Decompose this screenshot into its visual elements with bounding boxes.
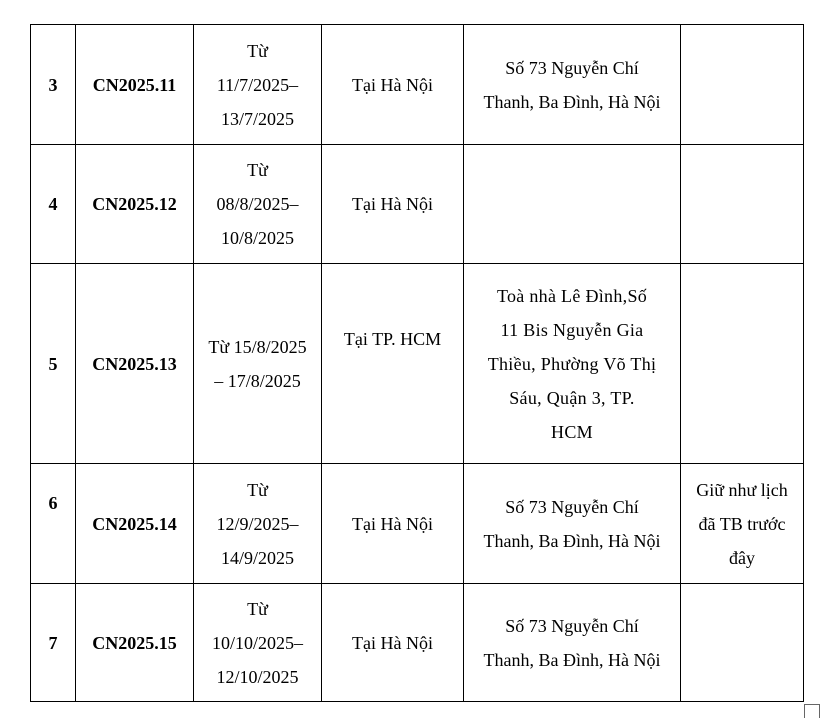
venue-address: Số 73 Nguyễn Chí Thanh, Ba Đình, Hà Nội [464, 584, 681, 702]
venue-address [464, 145, 681, 264]
venue-address: Toà nhà Lê Đình,Số 11 Bis Nguyễn Gia Thiều, Phường Võ Thị Sáu, Quận 3, TP. HCM [464, 264, 681, 464]
venue-city: Tại Hà Nội [322, 584, 464, 702]
course-code: CN2025.11 [76, 25, 194, 145]
venue-address: Số 73 Nguyễn Chí Thanh, Ba Đình, Hà Nội [464, 464, 681, 584]
table-row [31, 464, 804, 584]
row-number: 4 [31, 145, 76, 264]
row-number: 5 [31, 264, 76, 464]
row-number: 6 [31, 464, 76, 584]
course-code: CN2025.13 [76, 264, 194, 464]
date-range: Từ 08/8/2025– 10/8/2025 [194, 145, 322, 264]
date-range: Từ 12/9/2025– 14/9/2025 [194, 464, 322, 584]
note [681, 584, 804, 702]
row-number: 7 [31, 584, 76, 702]
venue-city: Tại TP. HCM [322, 264, 464, 464]
page-corner-marker [804, 704, 820, 718]
date-range: Từ 11/7/2025– 13/7/2025 [194, 25, 322, 145]
course-code: CN2025.15 [76, 584, 194, 702]
table-row [31, 584, 804, 702]
schedule-table [30, 24, 804, 702]
venue-city: Tại Hà Nội [322, 464, 464, 584]
row-number: 3 [31, 25, 76, 145]
venue-city: Tại Hà Nội [322, 145, 464, 264]
note [681, 264, 804, 464]
course-code: CN2025.14 [76, 464, 194, 584]
course-code: CN2025.12 [76, 145, 194, 264]
table-row [31, 25, 804, 145]
note: Giữ như lịch đã TB trước đây [681, 464, 804, 584]
date-range: Từ 15/8/2025 – 17/8/2025 [194, 264, 322, 464]
date-range: Từ 10/10/2025– 12/10/2025 [194, 584, 322, 702]
note [681, 145, 804, 264]
table-row [31, 264, 804, 464]
venue-city: Tại Hà Nội [322, 25, 464, 145]
table-row [31, 145, 804, 264]
note [681, 25, 804, 145]
venue-address: Số 73 Nguyễn Chí Thanh, Ba Đình, Hà Nội [464, 25, 681, 145]
